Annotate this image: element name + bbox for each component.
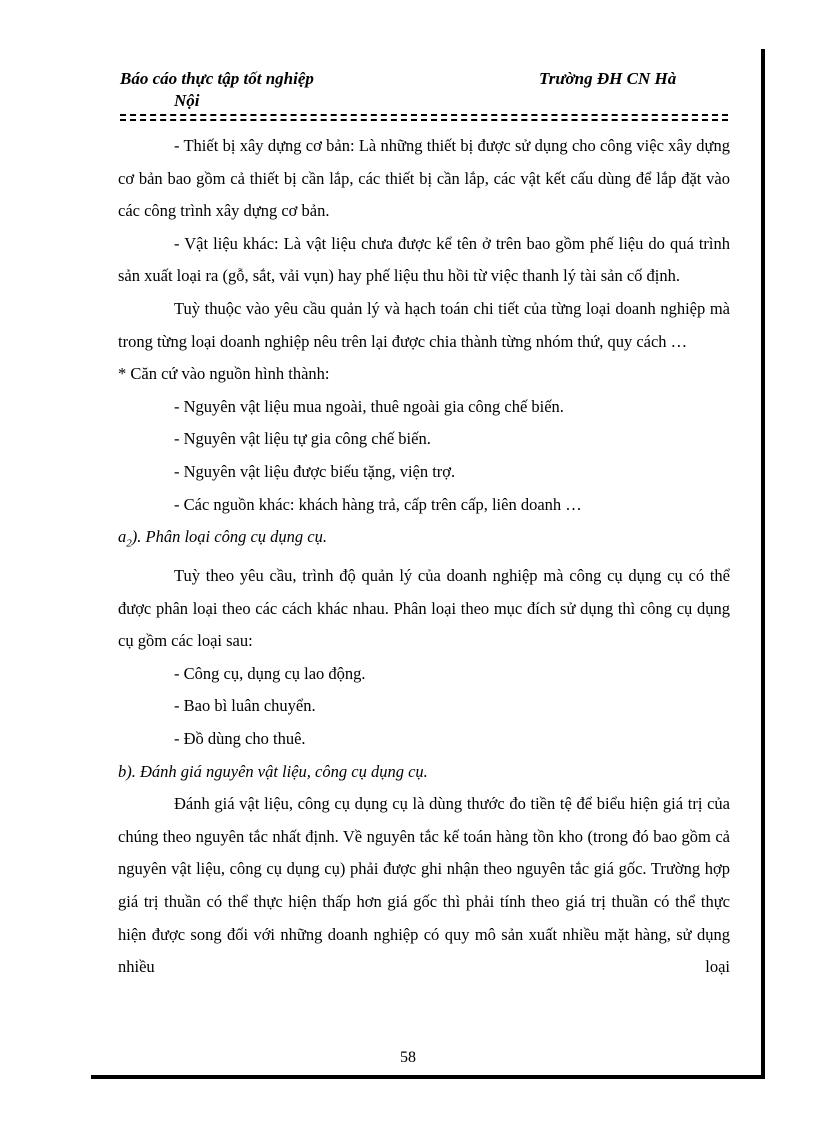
page-header <box>118 68 730 112</box>
list-item: - Các nguồn khác: khách hàng trả, cấp trên cấp, liên doanh … <box>174 494 582 514</box>
paragraph: * Căn cứ vào nguồn hình thành: <box>118 364 330 384</box>
header-left: Báo cáo thực tập tốt nghiệp <box>120 69 314 88</box>
heading-text: ). Phân loại công cụ dụng cụ. <box>131 527 327 547</box>
list-item: - Nguyên vật liệu mua ngoài, thuê ngoài gia công chế biến. <box>174 396 564 416</box>
paragraph: - Thiết bị xây dựng cơ bản: Là những thiết bị được sử dụng cho công việc xây dựng cơ bản bao gồm cả thiết bị cần lắp, các thiết bị cần lắp, các vật kết cấu dùng để lắp đặt vào các công trình xây dựng cơ bản. <box>118 136 730 221</box>
list-item: - Công cụ, dụng cụ lao động. <box>174 663 366 683</box>
paragraph: Tuỳ thuộc vào yêu cầu quản lý và hạch toán chi tiết của từng loại doanh nghiệp mà trong từng loại doanh nghiệp nêu trên lại được chia thành từng nhóm thứ, quy cách … <box>118 298 730 351</box>
list-item: - Nguyên vật liệu được biếu tặng, viện trợ. <box>174 461 456 481</box>
header-rule-top <box>120 114 728 116</box>
section-heading: b). Đánh giá nguyên vật liệu, công cụ dụng cụ. <box>118 761 428 781</box>
paragraph: - Vật liệu khác: Là vật liệu chưa được kể tên ở trên bao gồm phế liệu do quá trình sản xuất loại ra (gỗ, sắt, vải vụn) hay phế liệu thu hồi từ việc thanh lý tài sản cố định. <box>118 233 730 286</box>
list-item: - Bao bì luân chuyển. <box>174 696 316 716</box>
header-left-continuation: Nội <box>174 91 200 110</box>
header-right: Trường ĐH CN Hà <box>539 69 677 88</box>
paragraph: Tuỳ theo yêu cầu, trình độ quản lý của doanh nghiệp mà công cụ dụng cụ có thể được phân loại theo các cách khác nhau. Phân loại theo mục đích sử dụng thì công cụ dụng cụ gồm các loại sau: <box>118 566 730 651</box>
section-heading <box>118 521 730 560</box>
heading-prefix: a <box>118 527 127 547</box>
header-rule-bottom <box>120 119 728 121</box>
list-item: - Nguyên vật liệu tự gia công chế biến. <box>174 429 431 449</box>
paragraph: Đánh giá vật liệu, công cụ dụng cụ là dùng thước đo tiền tệ để biểu hiện giá trị của chúng theo nguyên tắc nhất định. Về nguyên tắc kế toán hàng tồn kho (trong đó bao gồm cả nguyên vật liệu, công cụ dụng cụ) phải được ghi nhận theo nguyên tắc giá gốc. Trường hợp giá trị thuần có thể thực hiện thấp hơn giá gốc thì phải tính theo giá trị thuần có thể thực hiện được song đối với những doanh nghiệp có quy mô sản xuất nhiều mặt hàng, sử dụng nhiều loại <box>118 794 730 977</box>
list-item: - Đồ dùng cho thuê. <box>174 728 306 748</box>
page-number: 58 <box>400 1049 416 1066</box>
document-body <box>118 130 730 984</box>
heading-subscript: 2 <box>126 537 132 550</box>
